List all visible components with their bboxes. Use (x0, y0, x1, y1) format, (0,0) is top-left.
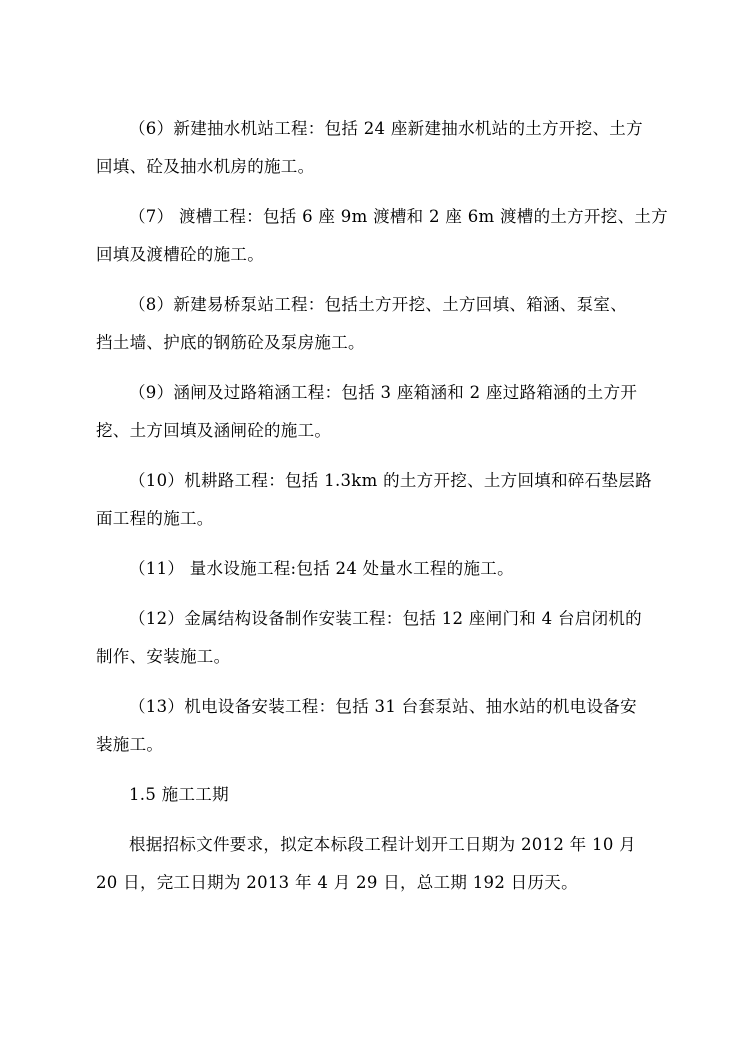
paragraph-line: 20 日，完工日期为 2013 年 4 月 29 日，总工期 192 日历天。 (96, 873, 578, 892)
paragraph-line: （12）金属结构设备制作安装工程：包括 12 座闸门和 4 台启闭机的 (129, 609, 642, 628)
paragraph-item-6 (96, 110, 652, 186)
paragraph-line: 装施工。 (96, 735, 164, 754)
paragraph-line: （6）新建抽水机站工程：包括 24 座新建抽水机站的土方开挖、土方 (129, 119, 643, 138)
paragraph-line: 制作、安装施工。 (96, 647, 231, 666)
section-heading-1-5 (96, 776, 652, 814)
paragraph-schedule (96, 826, 652, 902)
paragraph-line: 挖、土方回填及涵闸砼的施工。 (96, 421, 332, 440)
paragraph-line: （7） 渡槽工程：包括 6 座 9m 渡槽和 2 座 6m 渡槽的土方开挖、土方 (129, 207, 668, 226)
paragraph-item-13 (96, 688, 652, 764)
paragraph-item-8 (96, 286, 652, 362)
document-body (96, 110, 668, 914)
paragraph-line: （9）涵闸及过路箱涵工程：包括 3 座箱涵和 2 座过路箱涵的土方开 (129, 383, 638, 402)
paragraph-item-7 (96, 198, 668, 274)
section-heading-text: 1.5 施工工期 (129, 785, 229, 804)
paragraph-item-12 (96, 600, 652, 676)
paragraph-line: （11） 量水设施工程:包括 24 处量水工程的施工。 (129, 559, 514, 578)
paragraph-line: 挡土墙、护底的钢筋砼及泵房施工。 (96, 333, 365, 352)
paragraph-line: 回填及渡槽砼的施工。 (96, 245, 264, 264)
paragraph-line: 面工程的施工。 (96, 509, 214, 528)
paragraph-line: （13）机电设备安装工程：包括 31 台套泵站、抽水站的机电设备安 (129, 697, 637, 716)
paragraph-line: 回填、砼及抽水机房的施工。 (96, 157, 315, 176)
paragraph-item-9 (96, 374, 652, 450)
paragraph-line: 根据招标文件要求，拟定本标段工程计划开工日期为 2012 年 10 月 (129, 835, 636, 854)
paragraph-item-10 (96, 462, 652, 538)
paragraph-line: （10）机耕路工程：包括 1.3km 的土方开挖、土方回填和碎石垫层路 (129, 471, 652, 490)
paragraph-item-11 (96, 550, 652, 588)
paragraph-line: （8）新建易桥泵站工程：包括土方开挖、土方回填、箱涵、泵室、 (129, 295, 627, 314)
